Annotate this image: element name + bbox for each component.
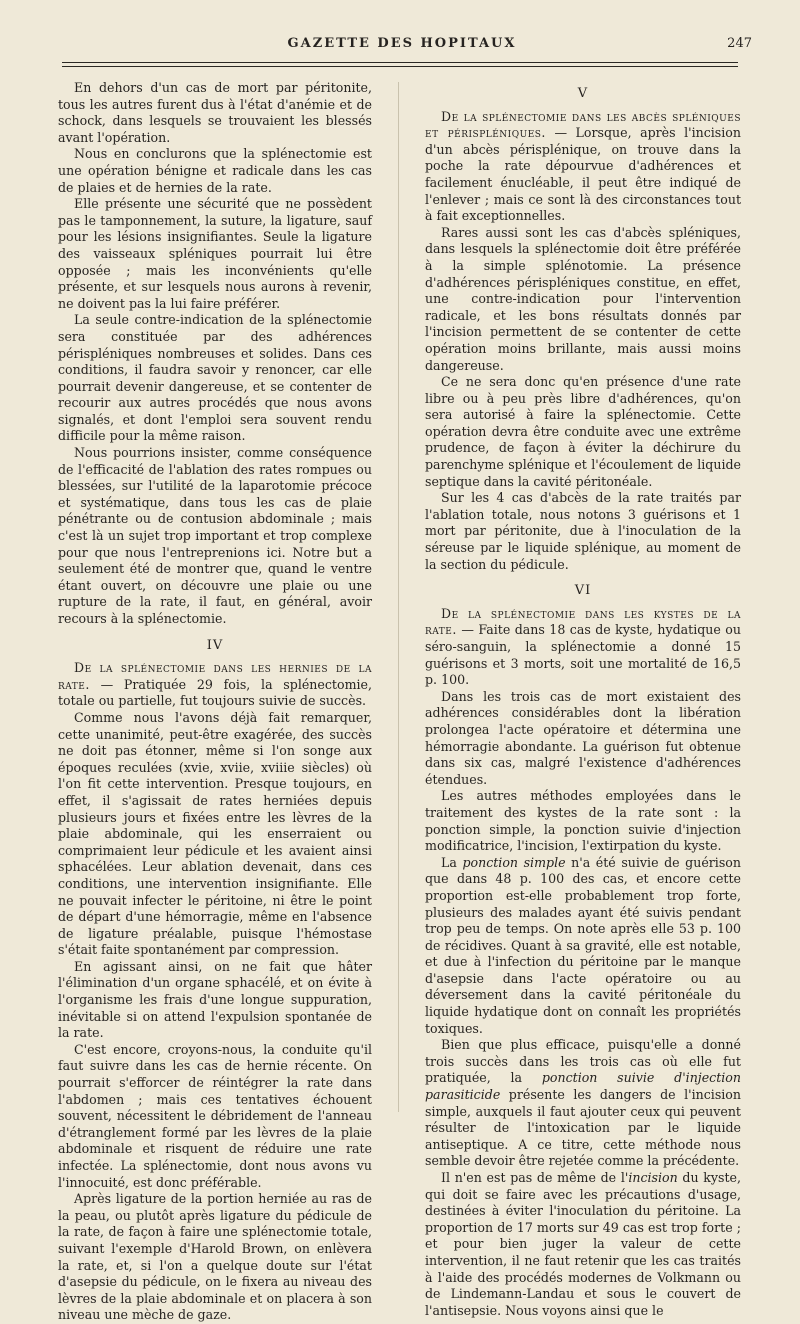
emphasis-ponction-injection: ponction suivie d'injection parasiticide [425,1070,741,1103]
section-number-iv: IV [206,637,224,653]
text-run: Bien que plus efficace, puisqu'elle a donné trois succès dans les trois cas où elle fut pratiquée, la [425,1037,741,1086]
text-run: présente les dangers de l'incision simple, auxquels il faut ajouter ceux qui peuvent résulter de l'intoxication par le liquide antiseptique. A ce titre, cette méthode nous semble devoir être rejetée comme la précédente. [425,1087,741,1169]
right-column [425,80,741,1319]
paragraph: Les autres méthodes employées dans le traitement des kystes de la rate sont : la ponction simple, la ponction suivie d'injection modificatrice, l'incision, l'extirpation du kyste. [425,788,741,854]
section-heading-paragraph [425,606,741,689]
paragraph: Ce ne sera donc qu'en présence d'une rate libre ou à peu près libre d'adhérences, qu'on sera autorisé à faire la splénectomie. Cette opération devra être conduite avec une extrême prudence, de façon à éviter la déchirure du parenchyme splénique et l'écoulement de liquide septique dans la cavité péritonéale. [425,374,741,489]
section-number-vi: VI [574,583,592,599]
text-run: du kyste, qui doit se faire avec les précautions d'usage, destinées à éviter l'inoculation du péritoine. La proportion de 17 morts sur 49 cas est trop forte ; et pour bien juger la valeur de cette intervention, il ne faut retenir que les cas traités à l'aide des procédés modernes de Volkmann ou de Lindemann-Landau et sous le couvert de l'antisepsie. Nous voyons ainsi que le [425,1170,742,1318]
left-column [58,80,372,1324]
paragraph: En dehors d'un cas de mort par péritonite, tous les autres furent dus à l'état d'anémie et de schock, dans lesquels se trouvaient les blessés avant l'opération. [58,80,372,145]
section-title: De la splénectomie dans les hernies de la rate. [58,660,372,692]
header-rule-bottom [62,66,738,67]
paragraph: C'est encore, croyons-nous, la conduite qu'il faut suivre dans les cas de hernie récente. On pourrait s'efforcer de réintégrer la rate dans l'abdomen ; mais ces tentatives échouent souvent, nécessitent le débridement de l'anneau d'étranglement formé par les lèvres de la plaie abdominale et risquent de réduire une rate infectée. La splénectomie, dont nous avons vu l'innocuité, est donc préférable. [58,1041,372,1190]
paragraph: Sur les 4 cas d'abcès de la rate traités par l'ablation totale, nous notons 3 guérisons et 1 mort par péritonite, due à l'inoculation de la séreuse par le liquide splénique, au moment de la section du pédicule. [425,490,741,572]
paragraph: Nous pourrions insister, comme conséquence de l'efficacité de l'ablation des rates rompues ou blessées, sur l'utilité de la laparotomie précoce et systématique, dans tous les cas de plaie pénétrante ou de contusion abdominale ; mais c'est là un sujet trop important et trop complexe pour que nous l'entreprenions ici. Notre but a seulement été de montrer que, quand le ventre étant ouvert, on découvre une plaie ou une rupture de la rate, il faut, en général, avoir recours à la splénectomie. [58,445,372,626]
text-run: Il n'en est pas de même de l' [441,1170,629,1185]
paragraph [425,1037,741,1170]
column-divider [398,82,399,1112]
text-run: n'a été suivie de guérison que dans 48 p. 100 des cas, et encore cette proportion est-elle probablement trop forte, plusieurs des malades ayant été suivis pendant trop peu de temps. On note après elle 53 p. 100 de récidives. Quant à sa gravité, elle est notable, et due à l'infection du péritoine par le manque d'asepsie dans l'acte opératoire ou au déversement dans la cavité péritonéale du liquide hydatique dont on connaît les propriétés toxiques. [425,854,741,1036]
paragraph: En agissant ainsi, on ne fait que hâter l'élimination d'un organe sphacélé, et on évite à l'organisme les frais d'une longue suppuration, inévitable si on attend l'expulsion spontanée de la rate. [58,958,372,1041]
paragraph: Nous en conclurons que la splénectomie est une opération bénigne et radicale dans les cas de plaies et de hernies de la rate. [58,146,372,195]
section-lead-text: — Faite dans 18 cas de kyste, hydatique ou séro-sanguin, la splénectomie a donné 15 guérisons et 3 morts, soit une mortalité de 16,5 p. 100. [425,622,741,688]
section-lead-text: — Pratiquée 29 fois, la splénectomie, totale ou partielle, fut toujours suivie de succès. [58,676,372,709]
paragraph: Comme nous l'avons déjà fait remarquer, cette unanimité, peut-être exagérée, des succès ne doit pas étonner, même si l'on songe aux époques reculées (xvie, xviie, xviiie siècles) où l'on fit cette intervention. Presque toujours, en effet, il s'agissait de rates herniées depuis plusieurs jours et fixées entre les lèvres de la plaie abdominale, qui les enserraient ou comprimaient leur pédicule et les avaient ainsi sphacélées. Leur ablation devenait, dans ces conditions, une intervention insignifiante. Elle ne pouvait infecter le péritoine, ni être le point de départ d'une hémorragie, même en l'absence de ligature préalable, puisque l'hémostase s'était faite spontanément par compression. [58,709,372,958]
paragraph: Après ligature de la portion herniée au ras de la peau, ou plutôt après ligature du pédicule de la rate, de façon à faire une splénectomie totale, suivant l'exemple d'Harold Brown, on enlèvera la rate, et, si l'on a quelque doute sur l'état d'asepsie du pédicule, on le fixera au niveau des lèvres de la plaie abdominale et on placera à son niveau une mèche de gaze. [58,1191,372,1323]
section-heading-paragraph [425,109,741,225]
journal-title: GAZETTE DES HOPITAUX [287,36,517,51]
text-run: La [441,854,463,870]
section-number-v: V [577,86,589,101]
page-number: 247 [727,36,752,51]
paragraph [425,1170,741,1319]
paragraph: Elle présente une sécurité que ne possèdent pas le tamponnement, la suture, la ligature, sauf pour les lésions insignifiantes. Seule la ligature des vaisseaux spléniques pourrait lui être opposée ; mais les inconvénients qu'elle présente, et sur lesquels nous aurons à revenir, ne doivent pas la lui faire préférer. [58,196,372,311]
page-header [52,36,752,58]
section-title: De la splénectomie dans les abcès spléniques et périspléniques. [425,108,741,141]
emphasis-ponction-simple: ponction simple [462,854,566,870]
section-title: De la splénectomie dans les kystes de la rate. [425,605,741,638]
emphasis-incision: incision [628,1170,678,1185]
paragraph: La seule contre-indication de la splénectomie sera constituée par des adhérences périspléniques nombreuses et solides. Dans ces conditions, il faudra savoir y renoncer, car elle pourrait devenir dangereuse, et se contenter de recourir aux autres procédés que nous avons signalés, et dont l'emploi sera souvent rendu difficile pour la même raison. [58,312,372,444]
paragraph: Dans les trois cas de mort existaient des adhérences considérables dont la libération prolongea l'acte opératoire et détermina une hémorragie abondante. La guérison fut obtenue dans six cas, malgré l'existence d'adhérences étendues. [425,688,741,787]
section-heading-paragraph [58,660,372,710]
header-rule-top [62,62,738,63]
paragraph [425,855,741,1038]
paragraph: Rares aussi sont les cas d'abcès spléniques, dans lesquels la splénectomie doit être préférée à la simple splénotomie. La présence d'adhérences périspléniques constitue, en effet, une contre-indication pour l'intervention radicale, et les bons résultats donnés par l'incision permettent de se contenter de cette opération moins brillante, mais aussi moins dangereuse. [425,224,741,373]
section-lead-text: — Lorsque, après l'incision d'un abcès périsplénique, on trouve dans la poche la rate dépourvue d'adhérences et facilement énucléable, il peut être indiqué de l'enlever ; mais ce sont là des circonstances tout à fait exceptionnelles. [425,125,741,224]
